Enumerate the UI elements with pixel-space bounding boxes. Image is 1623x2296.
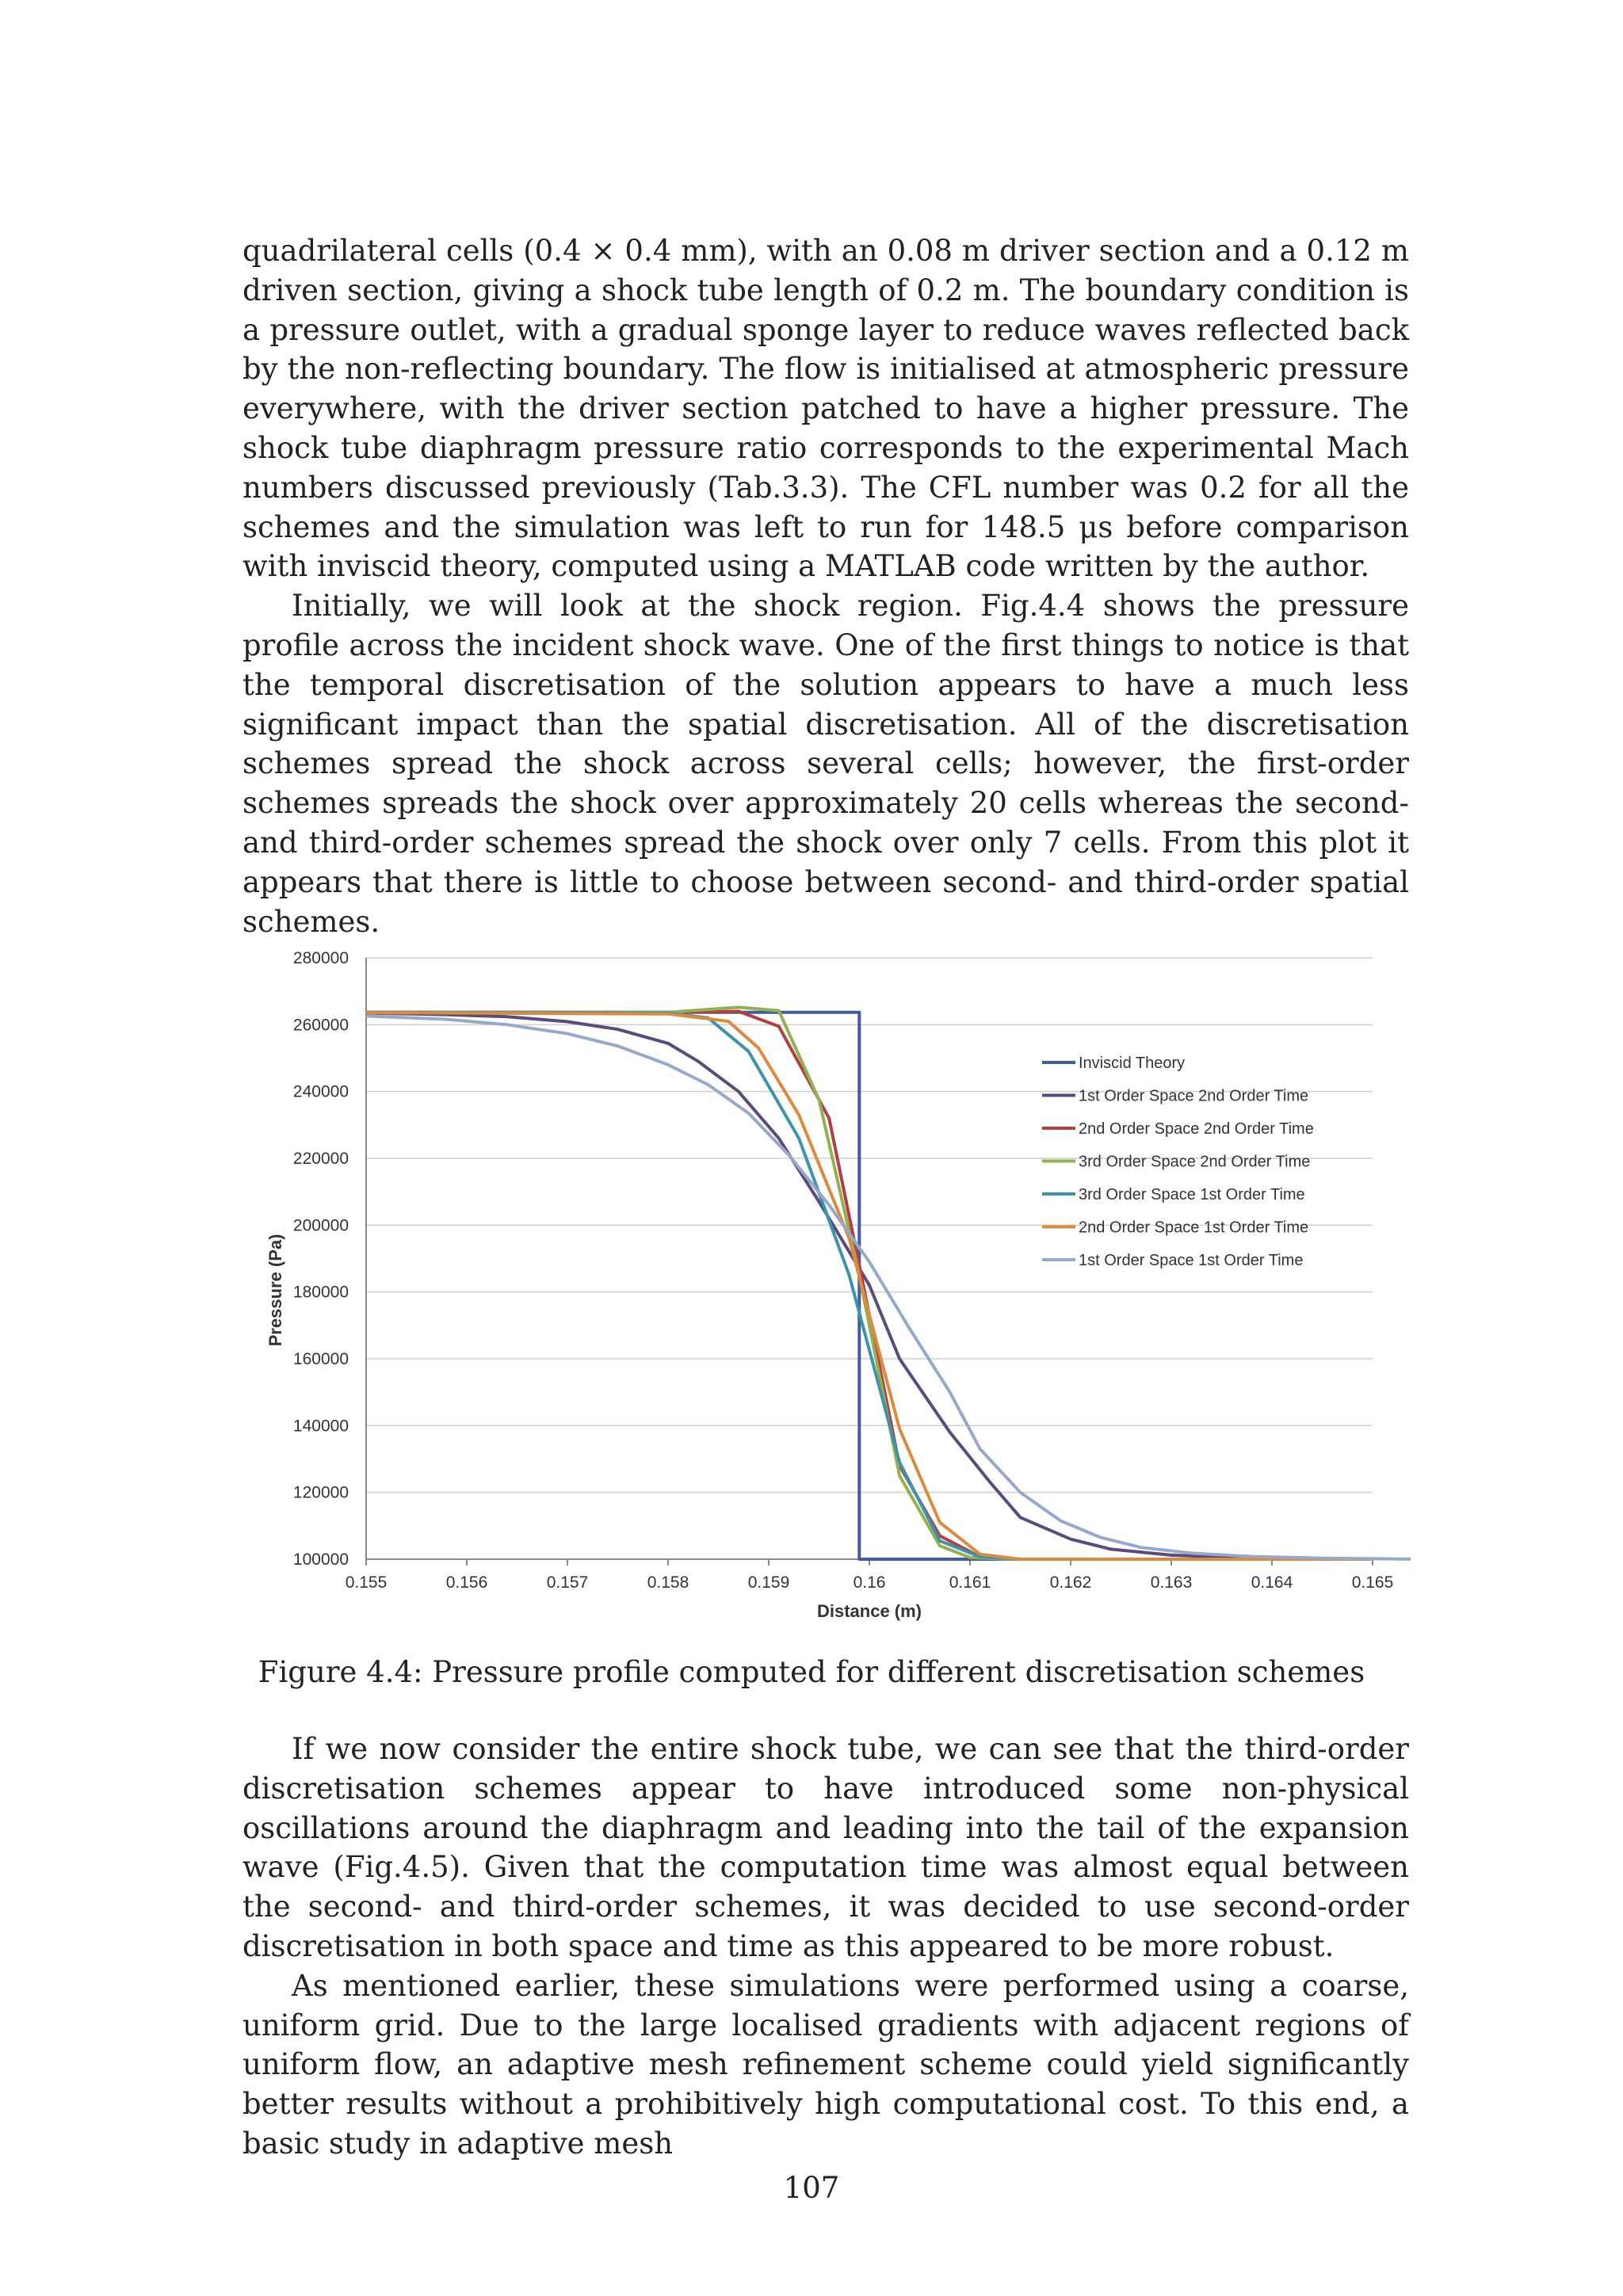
- x-tick-label: 0.165: [1351, 1573, 1394, 1592]
- x-tick-label: 0.161: [949, 1573, 991, 1592]
- y-tick-label: 180000: [292, 1283, 349, 1302]
- paragraph: Initially, we will look at the shock region. Fig.4.4 shows the pressure profile across the incident shock wave. One of the first things to notice is that the temporal discretisation of the solution appears to have a much less significant impact than the spatial discretisation. All of the discretisation schemes spread the shock across several cells; however, the first-order schemes spreads the shock over approximately 20 cells whereas the second- and third-order schemes spread the shock over only 7 cells. From this plot it appears that there is little to choose between second- and third-order spatial schemes.: [242, 589, 1409, 939]
- legend-label: 2nd Order Space 2nd Order Time: [1079, 1120, 1314, 1138]
- x-tick-label: 0.157: [546, 1573, 589, 1592]
- chart-axes: [265, 949, 1393, 1621]
- legend-label: 2nd Order Space 1st Order Time: [1079, 1219, 1309, 1237]
- x-tick-label: 0.158: [647, 1573, 689, 1592]
- x-tick-label: 0.156: [445, 1573, 488, 1592]
- legend-label: 1st Order Space 2nd Order Time: [1079, 1087, 1309, 1105]
- y-tick-label: 120000: [292, 1483, 349, 1502]
- chart-legend: [1042, 1055, 1314, 1269]
- x-tick-label: 0.155: [345, 1573, 388, 1592]
- body-text-top: [242, 231, 1409, 941]
- x-tick-label: 0.16: [853, 1573, 886, 1592]
- legend-label: Inviscid Theory: [1079, 1055, 1186, 1072]
- page-number: 107: [783, 2171, 840, 2205]
- body-text-bottom: [242, 1730, 1409, 2164]
- x-axis-title: Distance (m): [816, 1601, 922, 1621]
- y-tick-label: 200000: [292, 1216, 349, 1235]
- legend-label: 3rd Order Space 2nd Order Time: [1079, 1153, 1311, 1171]
- chart-svg: [262, 931, 1411, 1628]
- x-tick-label: 0.162: [1049, 1573, 1092, 1592]
- y-tick-label: 240000: [292, 1082, 349, 1101]
- y-tick-label: 260000: [292, 1016, 349, 1035]
- paragraph: If we now consider the entire shock tube, we can see that the third-order discretisation schemes appear to have introduced some non-physical oscillations around the diaphragm and leading into the tail of the expansion wave (Fig.4.5). Given that the computation time was almost equal between the second- and third-order schemes, it was decided to use second-order discretisation in both space and time as this appeared to be more robust.: [242, 1732, 1409, 1963]
- paragraph: quadrilateral cells (0.4 × 0.4 mm), with an 0.08 m driver section and a 0.12 m driven section, giving a shock tube length of 0.2 m. The boundary condition is a pressure outlet, with a gradual sponge layer to reduce waves reflected back by the non-reflecting boundary. The flow is initialised at atmospheric pressure everywhere, with the driver section patched to have a higher pressure. The shock tube diaphragm pressure ratio corresponds to the experimental Mach numbers discussed previously (Tab.3.3). The CFL number was 0.2 for all the schemes and the simulation was left to run for 148.5 μs before comparison with inviscid theory, computed using a MATLAB code written by the author.: [242, 234, 1409, 584]
- legend-label: 3rd Order Space 1st Order Time: [1079, 1186, 1305, 1203]
- figure-caption: Figure 4.4: Pressure profile computed for different discretisation schemes: [258, 1655, 1365, 1689]
- x-tick-label: 0.159: [747, 1573, 790, 1592]
- y-axis-title: Pressure (Pa): [265, 1234, 285, 1347]
- paragraph: As mentioned earlier, these simulations were performed using a coarse, uniform grid. Due to the large localised gradients with adjacent regions of uniform flow, an adaptive mesh refinement scheme could yield significantly better results without a prohibitively high computational cost. To this end, a basic study in adaptive mesh: [242, 1968, 1409, 2161]
- y-tick-label: 140000: [292, 1417, 349, 1436]
- x-tick-label: 0.163: [1150, 1573, 1193, 1592]
- y-tick-label: 280000: [292, 949, 349, 967]
- legend-label: 1st Order Space 1st Order Time: [1079, 1252, 1304, 1269]
- x-tick-label: 0.164: [1251, 1573, 1293, 1592]
- y-tick-label: 160000: [292, 1350, 349, 1368]
- pressure-profile-chart: [262, 931, 1411, 1628]
- y-tick-label: 100000: [292, 1550, 349, 1569]
- y-tick-label: 220000: [292, 1150, 349, 1168]
